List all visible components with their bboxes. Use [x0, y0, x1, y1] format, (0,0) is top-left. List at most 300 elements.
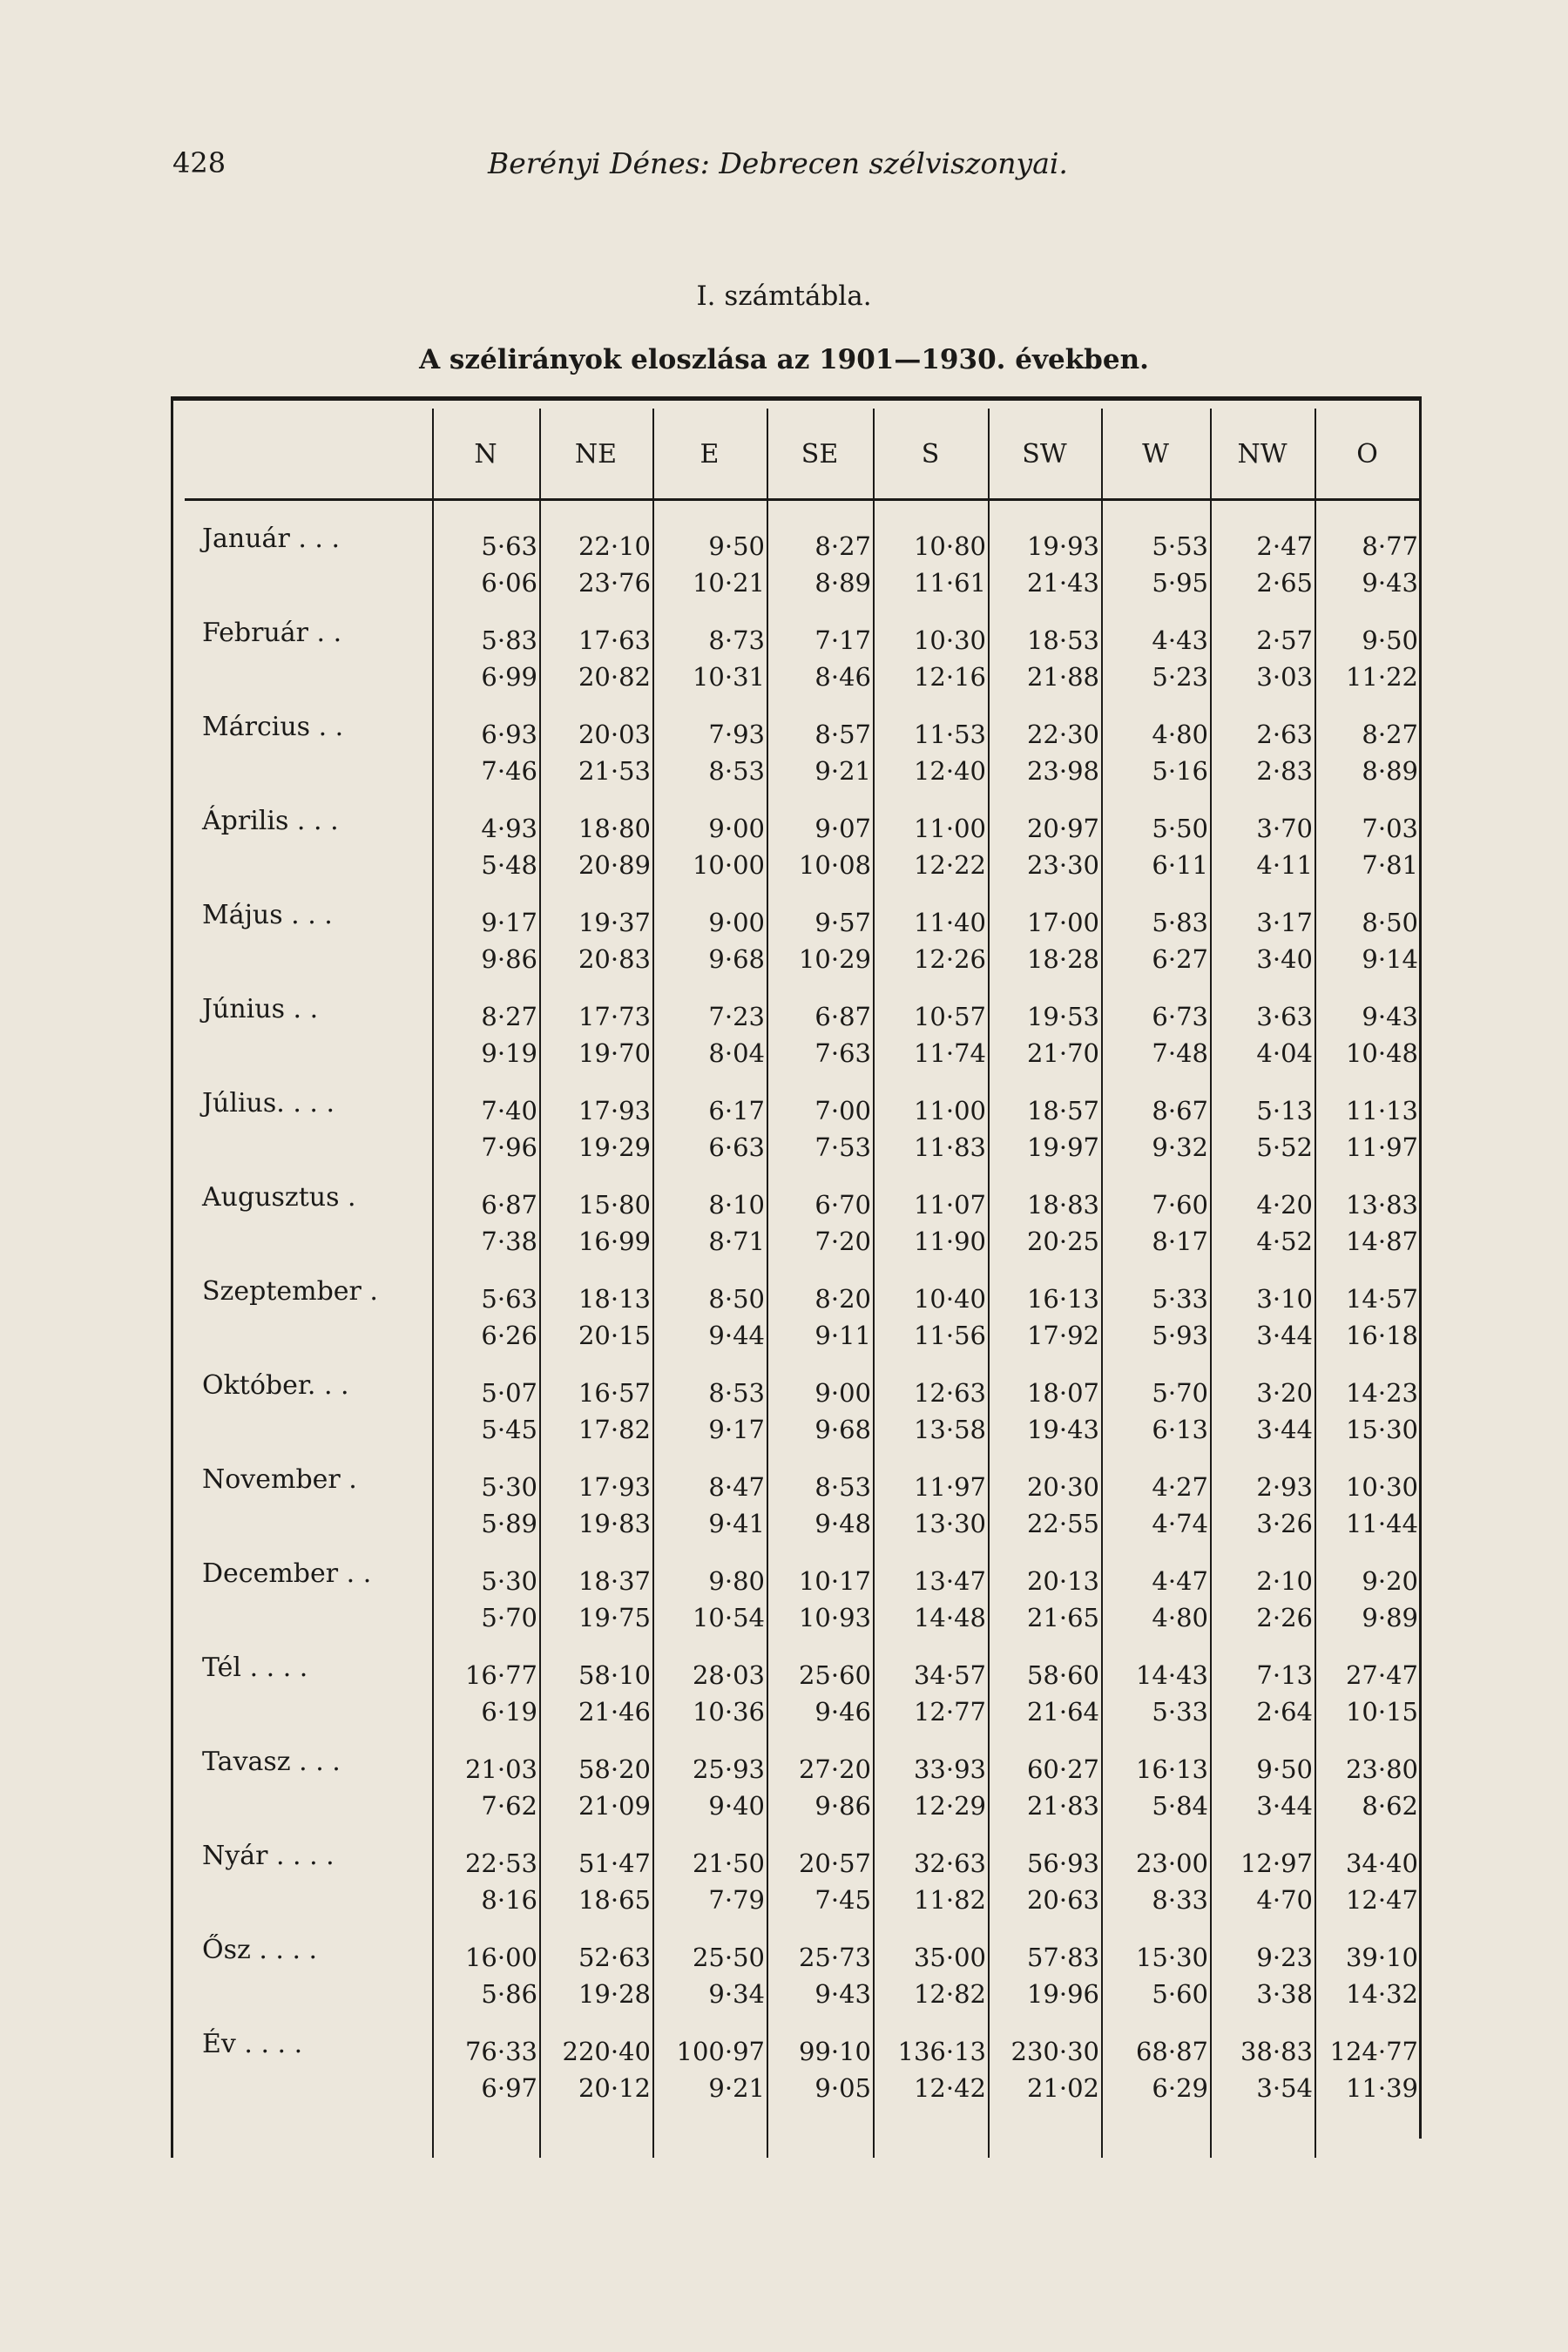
table-cell: 5·33: [1152, 1697, 1208, 1727]
table-cell: 11·90: [913, 1227, 986, 1256]
table-cell: 18·53: [1026, 625, 1099, 655]
table-cell: 4·47: [1152, 1566, 1208, 1596]
table-cell: 5·83: [481, 625, 537, 655]
row-label: Augusztus .: [202, 1182, 356, 1213]
table-cell: 20·63: [1026, 1885, 1099, 1915]
table-cell: 7·40: [481, 1096, 537, 1125]
table-cell: 20·89: [578, 850, 651, 880]
table-cell: 11·44: [1345, 1509, 1418, 1538]
column-header-n: N: [474, 439, 497, 470]
table-cell: 19·70: [578, 1038, 651, 1068]
table-cell: 5·89: [481, 1509, 537, 1538]
table-cell: 11·00: [913, 814, 986, 843]
table-cell: 8·89: [1362, 756, 1418, 786]
table-cell: 10·29: [798, 944, 871, 974]
table-cell: 5·95: [1152, 568, 1208, 598]
table-cell: 21·43: [1026, 568, 1099, 598]
table-cell: 18·57: [1026, 1096, 1099, 1125]
table-cell: 9·57: [814, 908, 871, 937]
table-cell: 18·80: [578, 814, 651, 843]
table-cell: 13·58: [913, 1415, 986, 1444]
table-cell: 20·13: [1026, 1566, 1099, 1596]
table-cell: 4·27: [1152, 1472, 1208, 1502]
row-label: December . .: [202, 1558, 372, 1589]
row-label: Április . . .: [202, 806, 339, 836]
table-cell: 10·30: [1345, 1472, 1418, 1502]
row-label: Tavasz . . .: [202, 1747, 341, 1777]
table-cell: 10·00: [692, 850, 765, 880]
column-separator: [767, 409, 768, 2158]
table-cell: 5·60: [1152, 1979, 1208, 2009]
table-cell: 9·43: [1362, 1002, 1418, 1031]
table-cell: 10·21: [692, 568, 765, 598]
table-cell: 16·18: [1345, 1321, 1418, 1350]
table-cell: 124·77: [1329, 2037, 1418, 2066]
table-cell: 3·44: [1256, 1415, 1313, 1444]
table-cell: 7·23: [708, 1002, 765, 1031]
table-cell: 100·97: [676, 2037, 765, 2066]
table-cell: 6·97: [481, 2073, 537, 2103]
table-cell: 32·63: [913, 1848, 986, 1878]
column-header-se: SE: [801, 439, 839, 470]
table-cell: 7·60: [1152, 1190, 1208, 1220]
table-cell: 3·38: [1256, 1979, 1313, 2009]
table-cell: 19·97: [1026, 1132, 1099, 1162]
table-cell: 9·32: [1152, 1132, 1208, 1162]
table-cell: 5·52: [1256, 1132, 1313, 1162]
table-cell: 6·06: [481, 568, 537, 598]
table-cell: 9·48: [814, 1509, 871, 1538]
table-cell: 7·13: [1256, 1660, 1313, 1690]
table-cell: 2·57: [1256, 625, 1313, 655]
table-cell: 4·70: [1256, 1885, 1313, 1915]
table-cell: 9·00: [708, 908, 765, 937]
column-header-o: O: [1356, 439, 1378, 470]
table-cell: 11·97: [1345, 1132, 1418, 1162]
table-cell: 12·26: [913, 944, 986, 974]
table-cell: 8·33: [1152, 1885, 1208, 1915]
table-cell: 58·20: [578, 1754, 651, 1784]
table-cell: 68·87: [1135, 2037, 1208, 2066]
wind-direction-table: [171, 396, 1422, 2160]
row-label: Január . . .: [202, 524, 340, 554]
column-header-s: S: [921, 439, 940, 470]
table-cell: 11·74: [913, 1038, 986, 1068]
table-cell: 10·54: [692, 1603, 765, 1632]
table-cell: 9·89: [1362, 1603, 1418, 1632]
table-cell: 6·17: [708, 1096, 765, 1125]
table-cell: 7·38: [481, 1227, 537, 1256]
table-cell: 9·50: [1362, 625, 1418, 655]
table-cell: 16·99: [578, 1227, 651, 1256]
table-cell: 9·05: [814, 2073, 871, 2103]
table-caption: A szélirányok eloszlása az 1901—1930. években.: [419, 344, 1149, 375]
table-cell: 9·17: [481, 908, 537, 937]
row-label: Február . .: [202, 618, 342, 648]
table-cell: 2·64: [1256, 1697, 1313, 1727]
table-label: I. számtábla.: [696, 280, 872, 312]
table-cell: 19·28: [578, 1979, 651, 2009]
table-cell: 19·83: [578, 1509, 651, 1538]
column-separator: [539, 409, 541, 2158]
row-label: Szeptember .: [202, 1276, 378, 1307]
table-cell: 38·83: [1240, 2037, 1313, 2066]
table-cell: 4·80: [1152, 1603, 1208, 1632]
table-cell: 7·00: [814, 1096, 871, 1125]
table-cell: 21·65: [1026, 1603, 1099, 1632]
row-label: Június . .: [202, 994, 319, 1024]
table-cell: 60·27: [1026, 1754, 1099, 1784]
table-cell: 9·80: [708, 1566, 765, 1596]
table-cell: 14·87: [1345, 1227, 1418, 1256]
table-cell: 9·46: [814, 1697, 871, 1727]
table-left-border: [171, 396, 173, 2158]
column-separator: [1101, 409, 1103, 2158]
table-cell: 23·98: [1026, 756, 1099, 786]
table-cell: 18·65: [578, 1885, 651, 1915]
table-cell: 7·45: [814, 1885, 871, 1915]
table-cell: 56·93: [1026, 1848, 1099, 1878]
table-cell: 16·13: [1135, 1754, 1208, 1784]
table-cell: 3·10: [1256, 1284, 1313, 1314]
table-cell: 11·83: [913, 1132, 986, 1162]
table-cell: 9·00: [708, 814, 765, 843]
table-cell: 20·12: [578, 2073, 651, 2103]
table-cell: 21·64: [1026, 1697, 1099, 1727]
table-cell: 13·30: [913, 1509, 986, 1538]
running-head: Berényi Dénes: Debrecen szélviszonyai.: [488, 146, 1068, 180]
table-cell: 5·70: [481, 1603, 537, 1632]
table-cell: 16·13: [1026, 1284, 1099, 1314]
table-cell: 21·50: [692, 1848, 765, 1878]
table-cell: 12·22: [913, 850, 986, 880]
table-cell: 18·28: [1026, 944, 1099, 974]
table-cell: 6·87: [481, 1190, 537, 1220]
table-cell: 12·16: [913, 662, 986, 692]
table-cell: 8·77: [1362, 531, 1418, 561]
table-cell: 9·86: [814, 1791, 871, 1821]
table-cell: 10·80: [913, 531, 986, 561]
table-cell: 21·46: [578, 1697, 651, 1727]
table-cell: 9·41: [708, 1509, 765, 1538]
table-right-border: [1419, 396, 1422, 2139]
table-cell: 136·13: [897, 2037, 986, 2066]
table-cell: 4·93: [481, 814, 537, 843]
table-cell: 11·56: [913, 1321, 986, 1350]
table-cell: 8·53: [708, 1378, 765, 1408]
table-cell: 11·61: [913, 568, 986, 598]
table-cell: 7·20: [814, 1227, 871, 1256]
table-cell: 3·03: [1256, 662, 1313, 692]
table-cell: 7·81: [1362, 850, 1418, 880]
table-cell: 3·40: [1256, 944, 1313, 974]
table-cell: 51·47: [578, 1848, 651, 1878]
column-header-ne: NE: [574, 439, 618, 470]
table-cell: 12·29: [913, 1791, 986, 1821]
table-cell: 18·13: [578, 1284, 651, 1314]
table-cell: 3·44: [1256, 1791, 1313, 1821]
column-header-w: W: [1142, 439, 1169, 470]
table-cell: 21·53: [578, 756, 651, 786]
header-bottom-rule: [185, 498, 1422, 501]
table-cell: 19·96: [1026, 1979, 1099, 2009]
column-header-e: E: [700, 439, 720, 470]
table-cell: 5·70: [1152, 1378, 1208, 1408]
table-cell: 4·80: [1152, 720, 1208, 749]
table-cell: 23·30: [1026, 850, 1099, 880]
table-cell: 6·73: [1152, 1002, 1208, 1031]
table-cell: 3·26: [1256, 1509, 1313, 1538]
table-cell: 2·63: [1256, 720, 1313, 749]
table-cell: 4·43: [1152, 625, 1208, 655]
table-cell: 9·23: [1256, 1943, 1313, 1972]
table-cell: 8·20: [814, 1284, 871, 1314]
table-cell: 9·34: [708, 1979, 765, 2009]
table-cell: 5·23: [1152, 662, 1208, 692]
table-cell: 9·68: [708, 944, 765, 974]
table-cell: 7·53: [814, 1132, 871, 1162]
column-separator: [1210, 409, 1212, 2158]
table-cell: 57·83: [1026, 1943, 1099, 1972]
table-cell: 6·13: [1152, 1415, 1208, 1444]
table-cell: 10·30: [913, 625, 986, 655]
table-cell: 52·63: [578, 1943, 651, 1972]
table-cell: 7·03: [1362, 814, 1418, 843]
table-cell: 17·00: [1026, 908, 1099, 937]
table-cell: 20·15: [578, 1321, 651, 1350]
row-label: Március . .: [202, 712, 344, 742]
table-cell: 6·87: [814, 1002, 871, 1031]
table-cell: 11·39: [1345, 2073, 1418, 2103]
table-cell: 4·52: [1256, 1227, 1313, 1256]
table-cell: 8·27: [814, 531, 871, 561]
table-cell: 5·13: [1256, 1096, 1313, 1125]
table-cell: 8·47: [708, 1472, 765, 1502]
table-cell: 58·60: [1026, 1660, 1099, 1690]
column-header-nw: NW: [1237, 439, 1288, 470]
table-cell: 8·27: [1362, 720, 1418, 749]
table-cell: 18·83: [1026, 1190, 1099, 1220]
table-cell: 6·26: [481, 1321, 537, 1350]
table-cell: 5·93: [1152, 1321, 1208, 1350]
table-cell: 220·40: [562, 2037, 651, 2066]
table-cell: 25·93: [692, 1754, 765, 1784]
table-cell: 5·50: [1152, 814, 1208, 843]
table-cell: 16·00: [464, 1943, 537, 1972]
table-cell: 9·00: [814, 1378, 871, 1408]
table-cell: 6·19: [481, 1697, 537, 1727]
table-cell: 5·86: [481, 1979, 537, 2009]
table-cell: 9·86: [481, 944, 537, 974]
table-cell: 9·21: [814, 756, 871, 786]
table-cell: 6·27: [1152, 944, 1208, 974]
table-cell: 6·11: [1152, 850, 1208, 880]
table-cell: 12·82: [913, 1979, 986, 2009]
column-separator: [652, 409, 654, 2158]
table-cell: 8·71: [708, 1227, 765, 1256]
table-cell: 19·75: [578, 1603, 651, 1632]
table-cell: 9·50: [1256, 1754, 1313, 1784]
table-cell: 5·33: [1152, 1284, 1208, 1314]
table-cell: 14·23: [1345, 1378, 1418, 1408]
table-cell: 3·54: [1256, 2073, 1313, 2103]
table-cell: 10·17: [798, 1566, 871, 1596]
table-cell: 20·82: [578, 662, 651, 692]
table-cell: 34·40: [1345, 1848, 1418, 1878]
table-cell: 12·97: [1240, 1848, 1313, 1878]
table-cell: 15·30: [1135, 1943, 1208, 1972]
table-cell: 11·97: [913, 1472, 986, 1502]
table-cell: 12·42: [913, 2073, 986, 2103]
column-separator: [873, 409, 875, 2158]
table-cell: 17·63: [578, 625, 651, 655]
table-cell: 8·73: [708, 625, 765, 655]
table-cell: 22·53: [464, 1848, 537, 1878]
table-cell: 2·93: [1256, 1472, 1313, 1502]
table-cell: 6·29: [1152, 2073, 1208, 2103]
table-cell: 9·40: [708, 1791, 765, 1821]
table-cell: 5·45: [481, 1415, 537, 1444]
table-cell: 12·47: [1345, 1885, 1418, 1915]
table-cell: 11·82: [913, 1885, 986, 1915]
table-cell: 21·88: [1026, 662, 1099, 692]
table-cell: 22·30: [1026, 720, 1099, 749]
table-cell: 8·50: [1362, 908, 1418, 937]
table-cell: 25·73: [798, 1943, 871, 1972]
table-cell: 7·17: [814, 625, 871, 655]
table-cell: 9·20: [1362, 1566, 1418, 1596]
table-cell: 13·83: [1345, 1190, 1418, 1220]
table-cell: 8·89: [814, 568, 871, 598]
table-cell: 6·63: [708, 1132, 765, 1162]
table-cell: 35·00: [913, 1943, 986, 1972]
table-cell: 5·84: [1152, 1791, 1208, 1821]
table-cell: 5·63: [481, 531, 537, 561]
table-cell: 6·70: [814, 1190, 871, 1220]
table-cell: 12·77: [913, 1697, 986, 1727]
table-cell: 8·16: [481, 1885, 537, 1915]
table-cell: 11·07: [913, 1190, 986, 1220]
table-cell: 21·02: [1026, 2073, 1099, 2103]
table-cell: 7·79: [708, 1885, 765, 1915]
table-cell: 39·10: [1345, 1943, 1418, 1972]
table-cell: 11·22: [1345, 662, 1418, 692]
table-cell: 10·48: [1345, 1038, 1418, 1068]
table-cell: 11·00: [913, 1096, 986, 1125]
table-cell: 8·10: [708, 1190, 765, 1220]
table-cell: 2·10: [1256, 1566, 1313, 1596]
table-cell: 3·20: [1256, 1378, 1313, 1408]
table-cell: 7·46: [481, 756, 537, 786]
row-label: Nyár . . . .: [202, 1841, 335, 1871]
table-cell: 20·83: [578, 944, 651, 974]
table-cell: 8·62: [1362, 1791, 1418, 1821]
table-cell: 15·30: [1345, 1415, 1418, 1444]
table-cell: 2·65: [1256, 568, 1313, 598]
table-cell: 9·43: [1362, 568, 1418, 598]
table-cell: 18·07: [1026, 1378, 1099, 1408]
table-cell: 5·48: [481, 850, 537, 880]
table-cell: 14·48: [913, 1603, 986, 1632]
table-cell: 9·17: [708, 1415, 765, 1444]
table-cell: 5·53: [1152, 531, 1208, 561]
table-cell: 8·57: [814, 720, 871, 749]
table-cell: 25·60: [798, 1660, 871, 1690]
table-cell: 10·93: [798, 1603, 871, 1632]
table-cell: 6·99: [481, 662, 537, 692]
table-cell: 19·53: [1026, 1002, 1099, 1031]
table-cell: 7·93: [708, 720, 765, 749]
table-cell: 11·40: [913, 908, 986, 937]
table-cell: 4·20: [1256, 1190, 1313, 1220]
table-cell: 5·16: [1152, 756, 1208, 786]
row-label: Év . . . .: [202, 2029, 303, 2059]
table-cell: 23·00: [1135, 1848, 1208, 1878]
table-cell: 4·04: [1256, 1038, 1313, 1068]
table-cell: 13·47: [913, 1566, 986, 1596]
table-cell: 16·57: [578, 1378, 651, 1408]
table-cell: 21·83: [1026, 1791, 1099, 1821]
table-cell: 23·80: [1345, 1754, 1418, 1784]
table-cell: 230·30: [1010, 2037, 1099, 2066]
table-cell: 28·03: [692, 1660, 765, 1690]
table-cell: 7·96: [481, 1132, 537, 1162]
table-cell: 22·10: [578, 531, 651, 561]
table-cell: 19·43: [1026, 1415, 1099, 1444]
table-cell: 9·43: [814, 1979, 871, 2009]
table-cell: 10·36: [692, 1697, 765, 1727]
table-cell: 58·10: [578, 1660, 651, 1690]
table-cell: 2·83: [1256, 756, 1313, 786]
table-cell: 18·37: [578, 1566, 651, 1596]
table-cell: 25·50: [692, 1943, 765, 1972]
row-label: Ősz . . . .: [202, 1935, 318, 1965]
table-cell: 17·82: [578, 1415, 651, 1444]
table-cell: 20·97: [1026, 814, 1099, 843]
row-label: Május . . .: [202, 900, 333, 930]
table-cell: 11·13: [1345, 1096, 1418, 1125]
row-label: Tél . . . .: [202, 1652, 308, 1683]
row-label: Október. . .: [202, 1370, 349, 1401]
table-cell: 2·47: [1256, 531, 1313, 561]
table-cell: 9·14: [1362, 944, 1418, 974]
table-cell: 19·29: [578, 1132, 651, 1162]
table-cell: 10·57: [913, 1002, 986, 1031]
table-cell: 10·15: [1345, 1697, 1418, 1727]
table-cell: 8·67: [1152, 1096, 1208, 1125]
table-cell: 20·03: [578, 720, 651, 749]
table-cell: 7·48: [1152, 1038, 1208, 1068]
table-cell: 15·80: [578, 1190, 651, 1220]
table-cell: 23·76: [578, 568, 651, 598]
table-cell: 20·57: [798, 1848, 871, 1878]
table-cell: 9·21: [708, 2073, 765, 2103]
table-cell: 5·30: [481, 1472, 537, 1502]
table-cell: 14·32: [1345, 1979, 1418, 2009]
table-cell: 10·08: [798, 850, 871, 880]
table-cell: 20·30: [1026, 1472, 1099, 1502]
column-separator: [1315, 409, 1316, 2158]
table-cell: 2·26: [1256, 1603, 1313, 1632]
table-cell: 17·92: [1026, 1321, 1099, 1350]
table-cell: 19·37: [578, 908, 651, 937]
table-cell: 16·77: [464, 1660, 537, 1690]
table-cell: 10·40: [913, 1284, 986, 1314]
table-cell: 12·40: [913, 756, 986, 786]
table-cell: 8·53: [708, 756, 765, 786]
column-separator: [432, 409, 434, 2158]
table-cell: 99·10: [798, 2037, 871, 2066]
